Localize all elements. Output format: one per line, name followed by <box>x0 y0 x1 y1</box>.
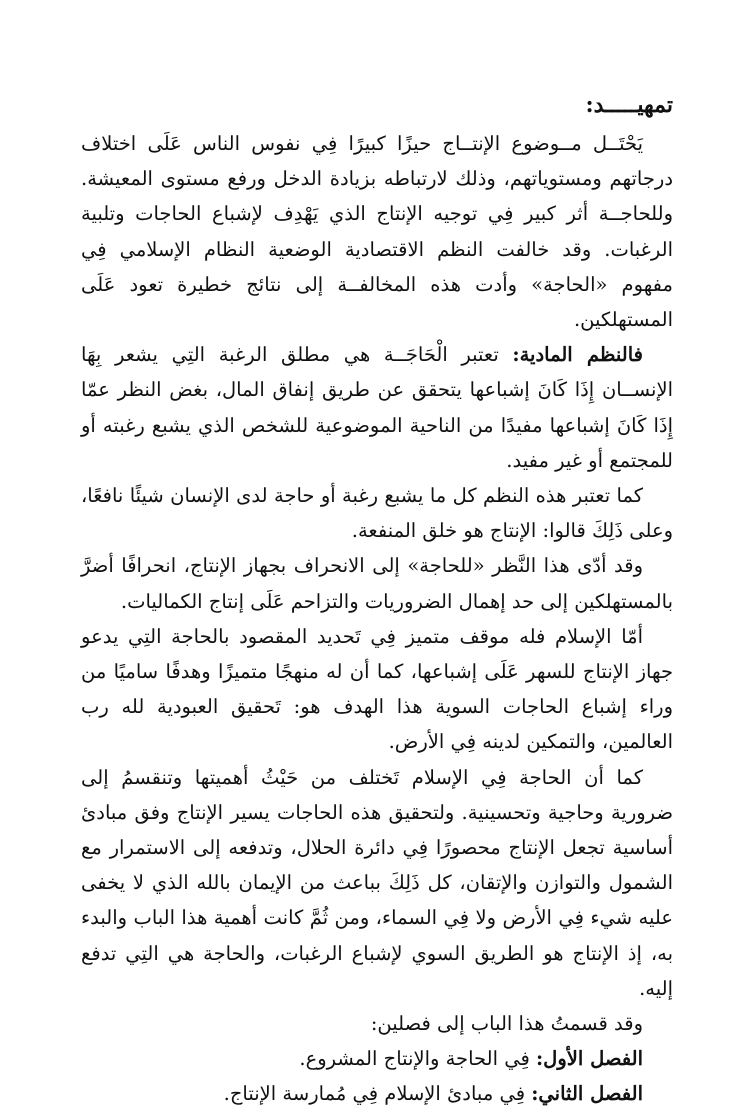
chapter-one-title: فِي الحاجة والإنتاج المشروع. <box>299 1047 536 1071</box>
chapter-two-label: الفصل الثاني: <box>531 1082 643 1106</box>
chapter-two-line <box>81 1076 673 1111</box>
paragraph-division: وقد قسمتُ هذا الباب إلى فصلين: <box>370 1012 643 1036</box>
paragraph-intro: يَحْتَــل مــوضوع الإنتــاج حيزًا كبيرًا فِي نفوس الناس عَلَى اختلاف درجاتهم ومستوياتهم، وذلك لارتباطه بزيادة الدخل ورفع مستوى المعيشة. وللحاجــة أثر كبير فِي توجيه الإنتاج الذي يَهْدِف لإشباع الحاجات وتلبية الرغبات. وقد خالفت النظم الاقتصادية الوضعية النظام الإسلامي فِي مفهوم «الحاجة» وأدت هذه المخالفــة إلى نتائج خطيرة تعود عَلَى المستهلكين. <box>81 132 673 332</box>
paragraph-utility: كما تعتبر هذه النظم كل ما يشبع رغبة أو حاجة لدى الإنسان شيئًا نافعًا، وعلى ذَلِكَ قالوا: الإنتاج هو خلق المنفعة. <box>81 484 673 543</box>
chapter-one-line <box>81 1041 673 1076</box>
material-systems-text: تعتبر الْحَاجَــة هي مطلق الرغبة التِي يشعر بِهَا الإنســان إِذَا كَانَ إشباعها يتحقق عن طريق إنفاق المال، بغض النظر عمّا إِذَا كَانَ إشباعها مفيدًا من الناحية الموضوعية للشخص الذي يشبع رغبته أو للمجتمع أو غير مفيد. <box>81 343 673 472</box>
chapter-two-title: فِي مبادئ الإسلام فِي مُمارسة الإنتاج. <box>223 1082 532 1106</box>
paragraph-material-systems <box>81 337 673 478</box>
material-systems-label: فالنظم المادية: <box>512 343 643 367</box>
paragraph-islam-position: أمّا الإسلام فله موقف متميز فِي تَحديد المقصود بالحاجة التِي يدعو جهاز الإنتاج للسهر عَلَى إشباعها، كما أن له منهجًا متميزًا وهدفًا ساميًا من وراء إشباع الحاجات السوية هذا الهدف هو: تَحقيق العبودية لله رب العالمين، والتمكين لدينه فِي الأرض. <box>81 624 673 754</box>
chapter-one-label: الفصل الأول: <box>535 1047 643 1071</box>
section-heading: تمهيـــــد: <box>585 92 673 118</box>
paragraph-deviation: وقد أدّى هذا النَّظر «للحاجة» إلى الانحراف بجهاز الإنتاج، انحرافًا أضرَّ بالمستهلكين إلى حد إهمال الضروريات والتزاحم عَلَى إنتاج الكماليات. <box>81 554 673 613</box>
document-page <box>81 88 673 1112</box>
paragraph-needs-classification: كما أن الحاجة فِي الإسلام تَختلف من حَيْثُ أهميتها وتنقسمُ إلى ضرورية وحاجية وتحسينية. ولتحقيق هذه الحاجات يسير الإنتاج وفق مبادئ أساسية تجعل الإنتاج محصورًا فِي دائرة الحلال، وتدفعه إلى الاستمرار مع الشمول والتوازن والإتقان، كل ذَلِكَ بباعث من الإيمان بالله الذي لا يخفى عليه شيء فِي الأرض ولا فِي السماء، ومن ثُمَّ كانت أهمية هذا الباب والبدء به، إذ الإنتاج هو الطريق السوي لإشباع الرغبات، والحاجة هي التِي تدفع إليه. <box>81 765 673 1000</box>
